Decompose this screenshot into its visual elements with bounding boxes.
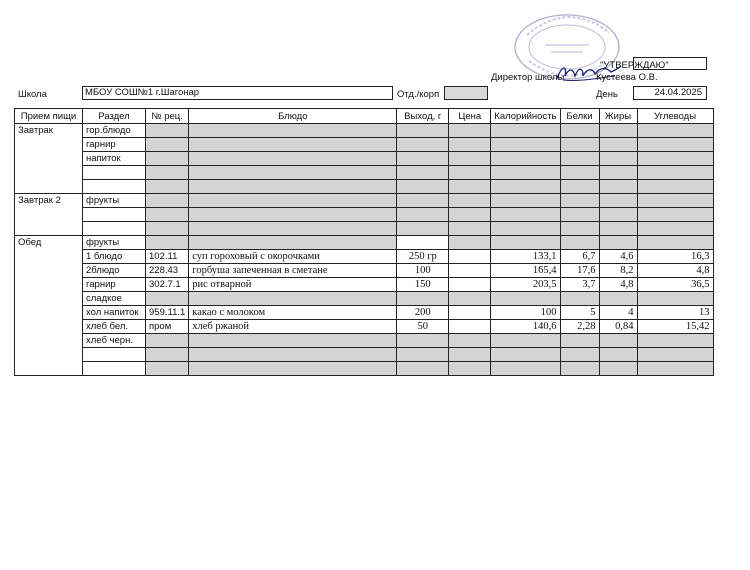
- yield-cell: [397, 124, 449, 138]
- kcal-cell: [491, 292, 560, 306]
- yield-cell: [397, 166, 449, 180]
- dish-cell: [189, 362, 397, 376]
- price-cell: [449, 320, 491, 334]
- section-cell: фрукты: [83, 194, 146, 208]
- carbs-cell: 15,42: [637, 320, 713, 334]
- section-cell: хлеб бел.: [83, 320, 146, 334]
- protein-cell: [560, 348, 599, 362]
- dish-cell: [189, 208, 397, 222]
- table-row: [15, 320, 714, 334]
- fat-cell: 4,6: [599, 250, 637, 264]
- director-label: Директор школы: [491, 72, 565, 83]
- yield-cell: [397, 292, 449, 306]
- price-cell: [449, 250, 491, 264]
- kcal-cell: [491, 152, 560, 166]
- col-header: Выход, г: [397, 109, 449, 124]
- recipe-cell: [146, 292, 189, 306]
- kcal-cell: [491, 362, 560, 376]
- carbs-cell: [637, 292, 713, 306]
- protein-cell: 17,6: [560, 264, 599, 278]
- fat-cell: 8,2: [599, 264, 637, 278]
- kcal-cell: 140,6: [491, 320, 560, 334]
- protein-cell: 6,7: [560, 250, 599, 264]
- price-cell: [449, 362, 491, 376]
- table-row: [15, 166, 714, 180]
- protein-cell: [560, 236, 599, 250]
- carbs-cell: [637, 138, 713, 152]
- price-cell: [449, 334, 491, 348]
- fat-cell: [599, 138, 637, 152]
- dish-cell: [189, 152, 397, 166]
- section-cell: [83, 362, 146, 376]
- school-name-box: [82, 86, 393, 100]
- recipe-cell: [146, 124, 189, 138]
- carbs-cell: [637, 152, 713, 166]
- recipe-cell: 302.7.1: [146, 278, 189, 292]
- kcal-cell: [491, 222, 560, 236]
- meal-breakfast: Завтрак: [15, 124, 83, 194]
- table-row: [15, 306, 714, 320]
- recipe-cell: [146, 222, 189, 236]
- price-cell: [449, 222, 491, 236]
- recipe-cell: [146, 194, 189, 208]
- dish-cell: [189, 194, 397, 208]
- price-cell: [449, 124, 491, 138]
- yield-cell: 200: [397, 306, 449, 320]
- recipe-cell: [146, 138, 189, 152]
- fat-cell: [599, 208, 637, 222]
- yield-cell: 250 гр: [397, 250, 449, 264]
- section-cell: хол напиток: [83, 306, 146, 320]
- dish-cell: [189, 180, 397, 194]
- section-cell: [83, 208, 146, 222]
- meal-breakfast2: Завтрак 2: [15, 194, 83, 236]
- dish-cell: [189, 334, 397, 348]
- col-header: Калорийность: [491, 109, 560, 124]
- yield-cell: [397, 334, 449, 348]
- recipe-cell: [146, 208, 189, 222]
- protein-cell: [560, 152, 599, 166]
- kcal-cell: [491, 124, 560, 138]
- col-header: Цена: [449, 109, 491, 124]
- dish-cell: какао с молоком: [189, 306, 397, 320]
- col-header: Белки: [560, 109, 599, 124]
- price-cell: [449, 152, 491, 166]
- table-row: [15, 236, 714, 250]
- protein-cell: [560, 166, 599, 180]
- recipe-cell: пром: [146, 320, 189, 334]
- recipe-cell: 959.11.1: [146, 306, 189, 320]
- dish-cell: [189, 348, 397, 362]
- section-cell: гарнир: [83, 278, 146, 292]
- protein-cell: [560, 194, 599, 208]
- carbs-cell: 16,3: [637, 250, 713, 264]
- carbs-cell: [637, 180, 713, 194]
- date-value: 24.04.2025: [654, 87, 702, 98]
- recipe-cell: [146, 236, 189, 250]
- dish-cell: [189, 222, 397, 236]
- meal-lunch: Обед: [15, 236, 83, 376]
- dish-cell: [189, 138, 397, 152]
- yield-cell: 150: [397, 278, 449, 292]
- fat-cell: 4: [599, 306, 637, 320]
- carbs-cell: 13: [637, 306, 713, 320]
- table-row: [15, 138, 714, 152]
- fat-cell: [599, 194, 637, 208]
- recipe-cell: [146, 152, 189, 166]
- section-cell: 2блюдо: [83, 264, 146, 278]
- recipe-cell: 228.43: [146, 264, 189, 278]
- protein-cell: 5: [560, 306, 599, 320]
- section-cell: [83, 222, 146, 236]
- date-box: [633, 86, 707, 100]
- price-cell: [449, 180, 491, 194]
- carbs-cell: [637, 348, 713, 362]
- yield-cell: [397, 194, 449, 208]
- table-row: [15, 278, 714, 292]
- protein-cell: [560, 362, 599, 376]
- dish-cell: [189, 124, 397, 138]
- price-cell: [449, 292, 491, 306]
- dept-label: Отд./корп: [397, 89, 440, 100]
- recipe-cell: [146, 348, 189, 362]
- table-row: [15, 222, 714, 236]
- yield-cell: 100: [397, 264, 449, 278]
- kcal-cell: 165,4: [491, 264, 560, 278]
- fat-cell: [599, 348, 637, 362]
- price-cell: [449, 194, 491, 208]
- protein-cell: [560, 180, 599, 194]
- dish-cell: рис отварной: [189, 278, 397, 292]
- kcal-cell: 133,1: [491, 250, 560, 264]
- section-cell: фрукты: [83, 236, 146, 250]
- kcal-cell: 203,5: [491, 278, 560, 292]
- table-row: [15, 180, 714, 194]
- col-header: Раздел: [83, 109, 146, 124]
- kcal-cell: 100: [491, 306, 560, 320]
- col-header: Жиры: [599, 109, 637, 124]
- yield-cell: [397, 236, 449, 250]
- carbs-cell: [637, 222, 713, 236]
- protein-cell: 2,28: [560, 320, 599, 334]
- yield-cell: [397, 208, 449, 222]
- yield-cell: [397, 362, 449, 376]
- protein-cell: [560, 222, 599, 236]
- yield-cell: [397, 348, 449, 362]
- section-cell: гарнир: [83, 138, 146, 152]
- fat-cell: 4,8: [599, 278, 637, 292]
- school-name: МБОУ СОШ№1 г.Шагонар: [85, 87, 200, 98]
- fat-cell: [599, 334, 637, 348]
- dish-cell: суп гороховый с окорочками: [189, 250, 397, 264]
- menu-table: [14, 108, 714, 376]
- yield-cell: [397, 180, 449, 194]
- dish-cell: горбуша запеченная в сметане: [189, 264, 397, 278]
- fat-cell: [599, 292, 637, 306]
- protein-cell: [560, 138, 599, 152]
- fat-cell: [599, 166, 637, 180]
- section-cell: гор.блюдо: [83, 124, 146, 138]
- table-row: [15, 124, 714, 138]
- section-cell: [83, 166, 146, 180]
- col-header: Блюдо: [189, 109, 397, 124]
- director-name: Кустеева О.В.: [596, 72, 658, 83]
- table-row: [15, 194, 714, 208]
- kcal-cell: [491, 208, 560, 222]
- protein-cell: [560, 334, 599, 348]
- approve-label: "УТВЕРЖДАЮ": [600, 60, 669, 71]
- recipe-cell: 102.11: [146, 250, 189, 264]
- fat-cell: [599, 152, 637, 166]
- recipe-cell: [146, 166, 189, 180]
- protein-cell: [560, 292, 599, 306]
- dish-cell: хлеб ржаной: [189, 320, 397, 334]
- section-cell: [83, 348, 146, 362]
- col-header: Углеводы: [637, 109, 713, 124]
- fat-cell: [599, 180, 637, 194]
- section-cell: сладкое: [83, 292, 146, 306]
- kcal-cell: [491, 334, 560, 348]
- col-header: № рец.: [146, 109, 189, 124]
- price-cell: [449, 236, 491, 250]
- fat-cell: [599, 236, 637, 250]
- kcal-cell: [491, 236, 560, 250]
- price-cell: [449, 348, 491, 362]
- dish-cell: [189, 292, 397, 306]
- carbs-cell: [637, 208, 713, 222]
- section-cell: [83, 180, 146, 194]
- table-row: [15, 362, 714, 376]
- price-cell: [449, 138, 491, 152]
- carbs-cell: 36,5: [637, 278, 713, 292]
- fat-cell: [599, 222, 637, 236]
- price-cell: [449, 166, 491, 180]
- price-cell: [449, 208, 491, 222]
- table-row: [15, 348, 714, 362]
- kcal-cell: [491, 180, 560, 194]
- dish-cell: [189, 166, 397, 180]
- fat-cell: [599, 124, 637, 138]
- dish-cell: [189, 236, 397, 250]
- protein-cell: [560, 124, 599, 138]
- table-row: [15, 152, 714, 166]
- carbs-cell: [637, 166, 713, 180]
- recipe-cell: [146, 180, 189, 194]
- yield-cell: [397, 222, 449, 236]
- carbs-cell: [637, 362, 713, 376]
- school-label: Школа: [18, 89, 47, 100]
- carbs-cell: [637, 124, 713, 138]
- recipe-cell: [146, 334, 189, 348]
- section-cell: хлеб черн.: [83, 334, 146, 348]
- carbs-cell: 4,8: [637, 264, 713, 278]
- table-row: [15, 334, 714, 348]
- fat-cell: 0,84: [599, 320, 637, 334]
- day-label: День: [596, 89, 618, 100]
- yield-cell: 50: [397, 320, 449, 334]
- kcal-cell: [491, 348, 560, 362]
- price-cell: [449, 306, 491, 320]
- carbs-cell: [637, 236, 713, 250]
- table-row: [15, 292, 714, 306]
- carbs-cell: [637, 334, 713, 348]
- dept-box: [444, 86, 488, 100]
- yield-cell: [397, 152, 449, 166]
- recipe-cell: [146, 362, 189, 376]
- kcal-cell: [491, 166, 560, 180]
- section-cell: напиток: [83, 152, 146, 166]
- approve-box: [633, 57, 707, 70]
- carbs-cell: [637, 194, 713, 208]
- table-row: [15, 208, 714, 222]
- kcal-cell: [491, 138, 560, 152]
- col-header: Прием пищи: [15, 109, 83, 124]
- fat-cell: [599, 362, 637, 376]
- protein-cell: [560, 208, 599, 222]
- table-row: [15, 250, 714, 264]
- section-cell: 1 блюдо: [83, 250, 146, 264]
- yield-cell: [397, 138, 449, 152]
- table-row: [15, 264, 714, 278]
- price-cell: [449, 264, 491, 278]
- table-header-row: [15, 109, 714, 124]
- price-cell: [449, 278, 491, 292]
- kcal-cell: [491, 194, 560, 208]
- protein-cell: 3,7: [560, 278, 599, 292]
